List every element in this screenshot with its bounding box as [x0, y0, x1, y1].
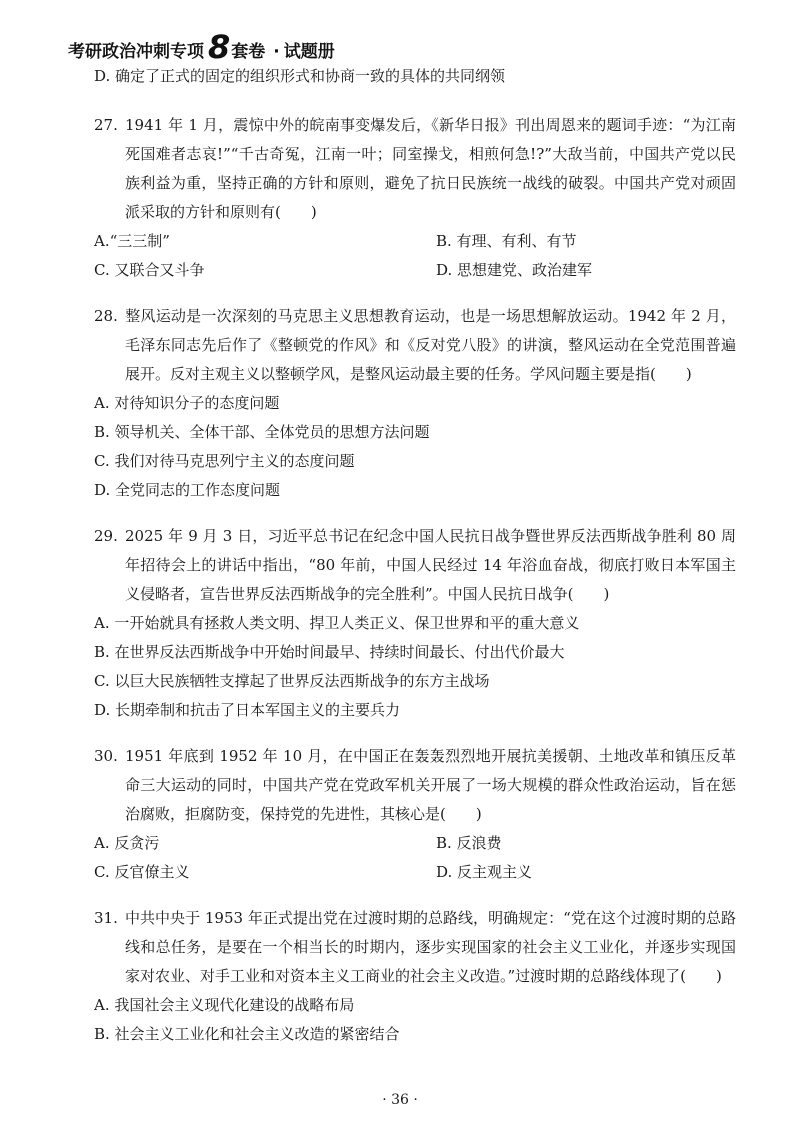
option-a[interactable]: A. 对待知识分子的态度问题: [94, 394, 280, 412]
question-29: [94, 522, 736, 725]
question-number: 27.: [94, 116, 118, 134]
question-list: [94, 62, 736, 1066]
header-big-number: 8: [208, 28, 231, 66]
option-d[interactable]: D. 长期牵制和抗击了日本军国主义的主要兵力: [94, 701, 401, 719]
continued-option: D. 确定了正式的固定的组织形式和协商一致的具体的共同纲领: [94, 67, 506, 85]
question-number: 30.: [94, 747, 118, 765]
question-text: 1941 年 1 月，震惊中外的皖南事变爆发后，《新华日报》刊出周恩来的题词手迹：“为江南死国难者志哀!”“千古奇冤，江南一叶；同室操戈，相煎何急!?”大敌当前，中国共产党以民族利益为重，坚持正确的方针和原则，避免了抗日民族统一战线的破裂。中国共产党对顽固派采取的方针和原则有( ): [125, 116, 736, 221]
page-header: [68, 28, 335, 66]
question-stem: [94, 904, 736, 991]
question-stem: [94, 522, 736, 609]
question-number: 31.: [94, 909, 118, 927]
option-b[interactable]: B. 社会主义工业化和社会主义改造的紧密结合: [94, 1025, 400, 1043]
option-a[interactable]: A. 反贪污: [94, 834, 160, 852]
option-d[interactable]: D. 思想建党、政治建军: [436, 261, 593, 279]
question-28: [94, 302, 736, 505]
page-number: · 36 ·: [382, 1092, 418, 1108]
header-title: 考研政治冲刺专项: [68, 42, 204, 62]
question-text: 2025 年 9 月 3 日，习近平总书记在纪念中国人民抗日战争暨世界反法西斯战争胜利 80 周年招待会上的讲话中指出，“80 年前，中国人民经过 14 年浴血奋战，彻底打败日本军国主义侵略者，宣告世界反法西斯战争的完全胜利”。中国人民抗日战争( ): [125, 527, 736, 603]
option-b[interactable]: B. 反浪费: [436, 834, 502, 852]
question-text: 整风运动是一次深刻的马克思主义思想教育运动，也是一场思想解放运动。1942 年 2 月，毛泽东同志先后作了《整顿党的作风》和《反对党八股》的讲演，整风运动在全党范围普遍展开。反对主观主义以整顿学风，是整风运动最主要的任务。学风问题主要是指( ): [125, 307, 736, 383]
option-b[interactable]: B. 有理、有利、有节: [436, 232, 577, 250]
question-number: 28.: [94, 307, 118, 325]
option-c[interactable]: C. 我们对待马克思列宁主义的态度问题: [94, 452, 355, 470]
option-a[interactable]: A. 一开始就具有拯救人类文明、捍卫人类正义、保卫世界和平的重大意义: [94, 614, 580, 632]
option-a[interactable]: A. 我国社会主义现代化建设的战略布局: [94, 996, 355, 1014]
question-27: [94, 111, 736, 285]
option-b[interactable]: B. 在世界反法西斯战争中开始时间最早、持续时间最长、付出代价最大: [94, 643, 565, 661]
question-stem: [94, 742, 736, 829]
option-c[interactable]: C. 反官僚主义: [94, 863, 190, 881]
option-c[interactable]: C. 以巨大民族牺牲支撑起了世界反法西斯战争的东方主战场: [94, 672, 490, 690]
header-subtitle: 试题册: [283, 42, 335, 62]
question-30: [94, 742, 736, 887]
option-c[interactable]: C. 又联合又斗争: [94, 261, 205, 279]
question-text: 1951 年底到 1952 年 10 月，在中国正在轰轰烈烈地开展抗美援朝、土地改革和镇压反革命三大运动的同时，中国共产党在党政军机关开展了一场大规模的群众性政治运动，旨在惩治腐败，拒腐防变，保持党的先进性，其核心是( ): [125, 747, 736, 823]
header-sets: 套卷: [231, 42, 266, 62]
question-text: 中共中央于 1953 年正式提出党在过渡时期的总路线，明确规定：“党在这个过渡时期的总路线和总任务，是要在一个相当长的时期内，逐步实现国家的社会主义工业化，并逐步实现国家对农业、对手工业和对资本主义工商业的社会主义改造。”过渡时期的总路线体现了( ): [125, 909, 736, 985]
option-d[interactable]: D. 反主观主义: [436, 863, 533, 881]
option-d[interactable]: D. 全党同志的工作态度问题: [94, 481, 281, 499]
question-stem: [94, 111, 736, 227]
option-a[interactable]: A.“三三制”: [94, 232, 170, 250]
option-b[interactable]: B. 领导机关、全体干部、全体党员的思想方法问题: [94, 423, 430, 441]
header-separator: ·: [273, 42, 280, 62]
question-number: 29.: [94, 527, 118, 545]
question-stem: [94, 302, 736, 389]
question-31: [94, 904, 736, 1049]
